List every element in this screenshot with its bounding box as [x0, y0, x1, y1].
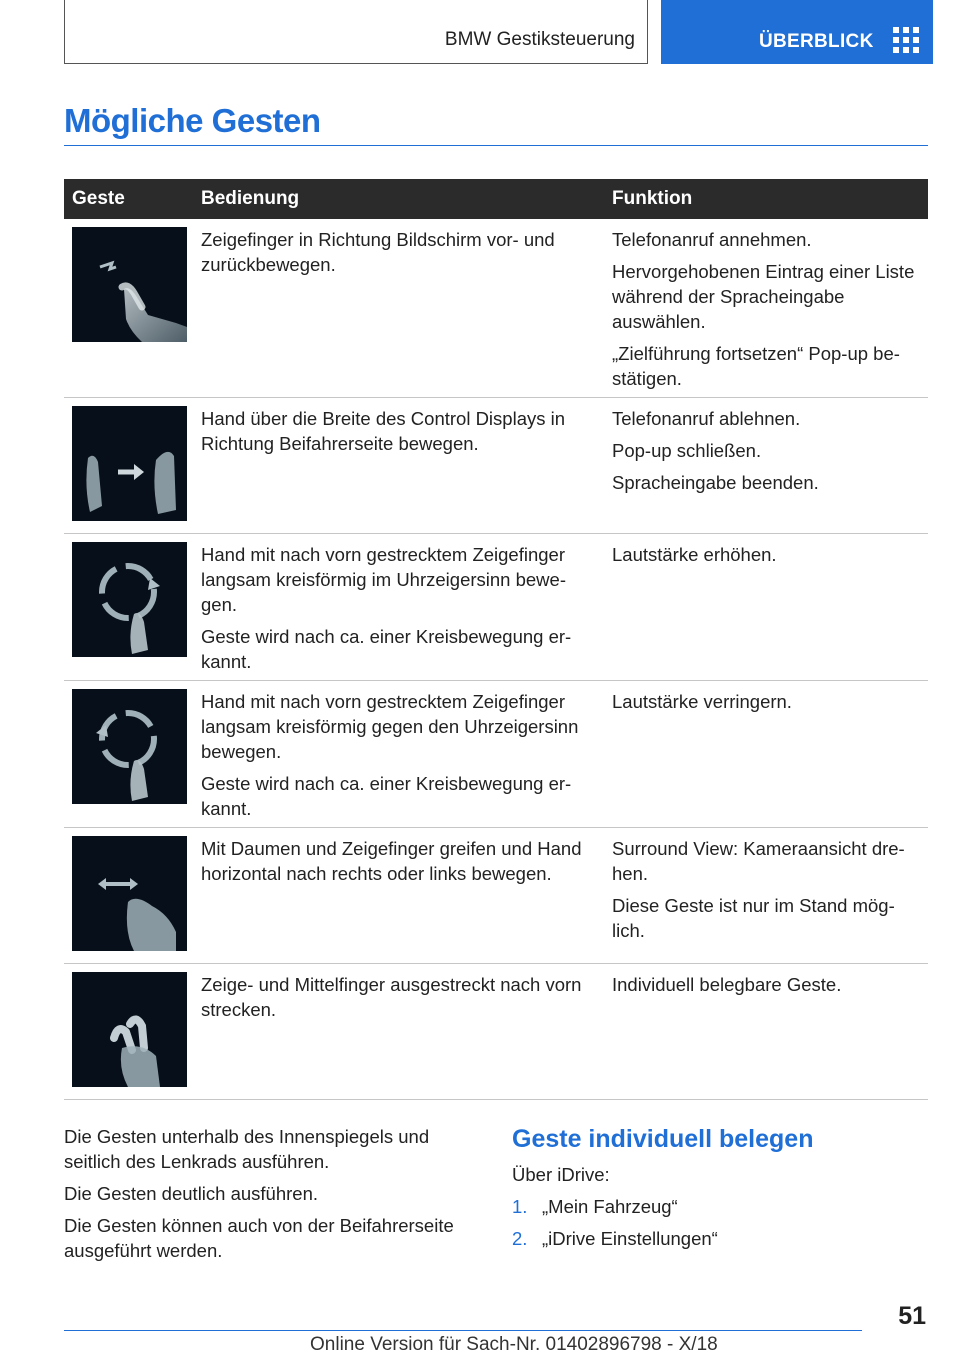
gesture-rotate-counterclockwise-icon [72, 689, 187, 804]
title-divider [64, 145, 928, 146]
gesture-tap-icon [72, 227, 187, 342]
section-intro: Über iDrive: [512, 1164, 610, 1185]
note-text: Die Gesten deutlich ausführen. [64, 1183, 319, 1204]
function-cell: Telefonanruf annehmen. Hervorgehobenen Eintrag einer Liste während der Spracheingabe auswählen. „Zielführung fortsetzen“ Pop-up be-stätigen. [612, 229, 915, 389]
operation-cell: Zeige- und Mittelfinger ausgestreckt nach vorn strecken. [201, 974, 582, 1020]
function-cell: Telefonanruf ablehnen. Pop-up schließen. Spracheingabe beenden. [612, 408, 819, 493]
operation-cell: Zeigefinger in Richtung Bildschirm vor- und zurückbewegen. [201, 229, 555, 275]
step-number: 2. [512, 1228, 528, 1249]
custom-gesture-section [512, 1124, 928, 1258]
table-row [64, 398, 928, 534]
header-chapter-box [64, 0, 648, 64]
header-funktion: Funktion [612, 188, 693, 209]
operation-cell: Mit Daumen und Zeigefinger greifen und Hand horizontal nach rechts oder links bewegen. [201, 838, 582, 884]
page-number: 51 [898, 1302, 926, 1330]
table-row [64, 219, 928, 398]
header-chapter-title: BMW Gestiksteuerung [444, 29, 635, 50]
footer-text: Online Version für Sach-Nr. 01402896798 - X/18 [310, 1334, 718, 1355]
step-number: 1. [512, 1196, 528, 1217]
list-item [512, 1226, 928, 1251]
operation-cell: Hand über die Breite des Control Displays in Richtung Beifahrerseite bewegen. [201, 408, 566, 454]
gesture-swipe-icon [72, 406, 187, 521]
gesture-rotate-clockwise-icon [72, 542, 187, 657]
operation-cell: Hand mit nach vorn gestrecktem Zeigefinger langsam kreisförmig gegen den Uhrzeigersinn bewegen. Geste wird nach ca. einer Kreisbewegung er-kannt. [201, 691, 579, 819]
step-text: „Mein Fahrzeug“ [542, 1196, 678, 1217]
table-row [64, 534, 928, 681]
table-header [64, 179, 928, 219]
footer-divider [64, 1330, 862, 1331]
function-cell: Surround View: Kameraansicht dre-hen. Diese Geste ist nur im Stand mög-lich. [612, 838, 905, 941]
header-bedienung: Bedienung [201, 188, 300, 209]
note-text: Die Gesten können auch von der Beifahrerseite ausgeführt werden. [64, 1215, 454, 1261]
page-title: Mögliche Gesten [64, 102, 321, 139]
operation-cell: Hand mit nach vorn gestrecktem Zeigefinger langsam kreisförmig im Uhrzeigersinn bewe-gen. Geste wird nach ca. einer Kreisbewegung er-kannt. [201, 544, 572, 672]
function-cell: Individuell belegbare Geste. [612, 974, 842, 995]
section-title: Geste individuell belegen [512, 1125, 814, 1153]
table-row [64, 964, 928, 1100]
table-row [64, 681, 928, 828]
grid-icon [893, 27, 919, 53]
function-cell: Lautstärke erhöhen. [612, 544, 777, 565]
gesture-pinch-move-icon [72, 836, 187, 951]
note-text: Die Gesten unterhalb des Innenspiegels und seitlich des Lenkrads ausführen. [64, 1126, 430, 1172]
header-geste: Geste [72, 188, 125, 209]
gesture-two-fingers-icon [72, 972, 187, 1087]
gestures-table [64, 179, 928, 1100]
function-cell: Lautstärke verringern. [612, 691, 792, 712]
header-section-tab[interactable] [661, 0, 933, 64]
header-section-label: ÜBERBLICK [759, 31, 874, 52]
list-item [512, 1194, 928, 1219]
notes-column [64, 1124, 484, 1270]
table-row [64, 828, 928, 964]
step-text: „iDrive Einstellungen“ [542, 1228, 718, 1249]
